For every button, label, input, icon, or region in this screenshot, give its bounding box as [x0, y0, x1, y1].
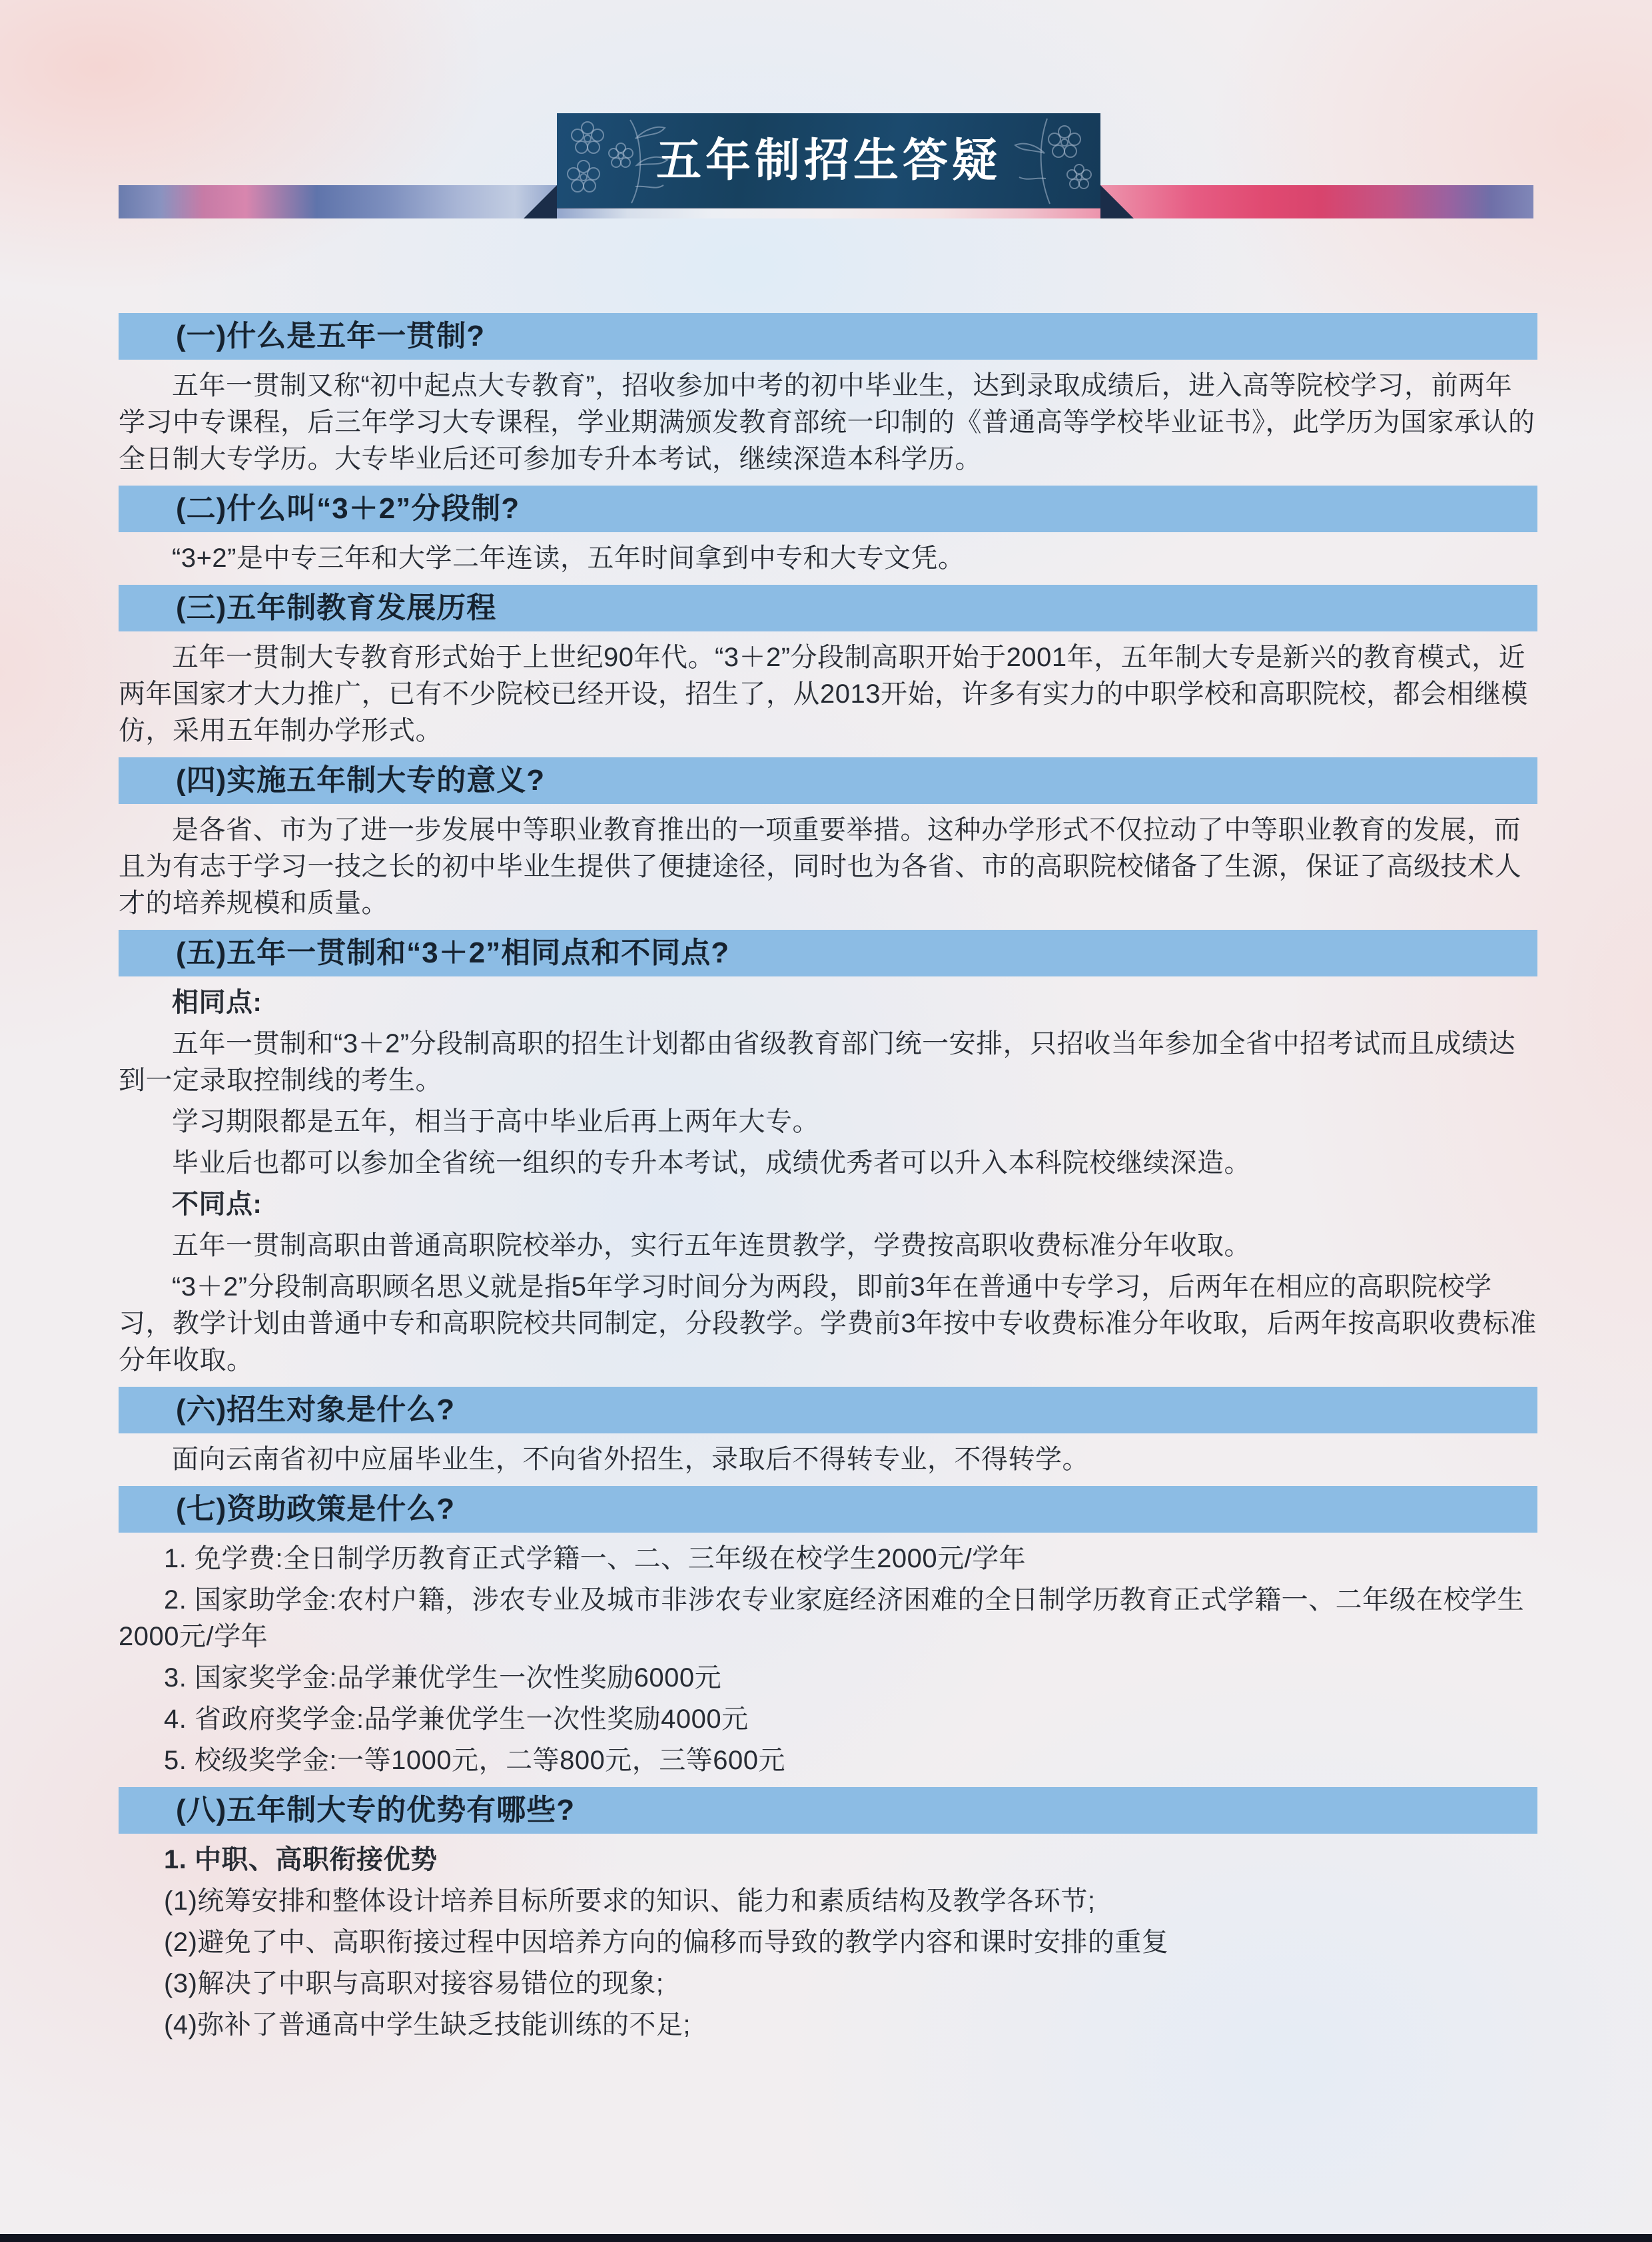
paragraph: 4. 省政府奖学金:品学兼优学生一次性奖励4000元 — [164, 1704, 749, 1734]
paragraph: (3)解决了中职与高职对接容易错位的现象; — [164, 1969, 664, 1998]
section-heading: (二)什么叫“3＋2”分段制? — [119, 486, 1537, 532]
paragraph: (4)弥补了普通高中学生缺乏技能训练的不足; — [164, 2010, 691, 2040]
paragraph: 1. 免学费:全日制学历教育正式学籍一、二、三年级在校学生2000元/学年 — [164, 1544, 1027, 1573]
paragraph: 2. 国家助学金:农村户籍，涉农专业及城市非涉农专业家庭经济困难的全日制学历教育正式学籍一、二年级在校学生2000元/学年 — [119, 1585, 1525, 1651]
page-bottom-strip — [0, 2234, 1652, 2242]
paragraph: (2)避免了中、高职衔接过程中因培养方向的偏移而导致的教学内容和课时安排的重复 — [164, 1928, 1169, 1957]
paragraph: 毕业后也都可以参加全省统一组织的专升本考试，成绩优秀者可以升入本科院校继续深造。 — [172, 1148, 1251, 1178]
section-heading: (四)实施五年制大专的意义? — [119, 757, 1537, 804]
sub-heading: 1. 中职、高职衔接优势 — [164, 1845, 438, 1874]
sections — [119, 313, 1537, 2048]
sub-heading: 相同点: — [172, 988, 262, 1017]
paragraph: 五年一贯制高职由普通高职院校举办，实行五年连贯教学，学费按高职收费标准分年收取。 — [172, 1231, 1251, 1260]
section-heading: (一)什么是五年一贯制? — [119, 313, 1537, 360]
paragraph: “3＋2”分段制高职顾名思义就是指5年学习时间分为两段，即前3年在普通中专学习，后两年在相应的高职院校学习，教学计划由普通中专和高职院校共同制定，分段教学。学费前3年按中专收费标准分年收取，后两年按高职收费标准分年收取。 — [119, 1272, 1537, 1375]
page-title: 五年制招生答疑 — [655, 135, 1001, 186]
section-heading: (七)资助政策是什么? — [119, 1486, 1537, 1533]
paragraph: 是各省、市为了进一步发展中等职业教育推出的一项重要举措。这种办学形式不仅拉动了中等职业教育的发展，而且为有志于学习一技之长的初中毕业生提供了便捷途径，同时也为各省、市的高职院校储备了生源，保证了高级技术人才的培养规模和质量。 — [119, 815, 1521, 918]
paragraph: 5. 校级奖学金:一等1000元，二等800元，三等600元 — [164, 1746, 786, 1775]
sub-heading: 不同点: — [172, 1190, 262, 1219]
banner — [557, 113, 1100, 208]
paragraph: (1)统筹安排和整体设计培养目标所要求的知识、能力和素质结构及教学各环节; — [164, 1886, 1096, 1916]
paragraph: 五年一贯制和“3＋2”分段制高职的招生计划都由省级教育部门统一安排，只招收当年参加全省中招考试而且成绩达到一定录取控制线的考生。 — [119, 1029, 1516, 1095]
section-heading: (六)招生对象是什么? — [119, 1387, 1537, 1433]
paragraph: “3+2”是中专三年和大学二年连读，五年时间拿到中专和大专文凭。 — [172, 544, 965, 573]
section-heading: (三)五年制教育发展历程 — [119, 585, 1537, 631]
paragraph: 面向云南省初中应届毕业生，不向省外招生，录取后不得转专业，不得转学。 — [172, 1445, 1089, 1474]
section-heading: (五)五年一贯制和“3＋2”相同点和不同点? — [119, 930, 1537, 976]
section-heading: (八)五年制大专的优势有哪些? — [119, 1787, 1537, 1834]
paragraph: 3. 国家奖学金:品学兼优学生一次性奖励6000元 — [164, 1663, 722, 1692]
paragraph: 学习期限都是五年，相当于高中毕业后再上两年大专。 — [172, 1107, 819, 1136]
paragraph: 五年一贯制大专教育形式始于上世纪90年代。“3＋2”分段制高职开始于2001年，五年制大专是新兴的教育模式，近两年国家才大力推广，已有不少院校已经开设，招生了，从2013开始，许多有实力的中职学校和高职院校，都会相继模仿，采用五年制办学形式。 — [119, 643, 1528, 745]
paragraph: 五年一贯制又称“初中起点大专教育”，招收参加中考的初中毕业生，达到录取成绩后，进入高等院校学习，前两年学习中专课程，后三年学习大专课程，学业期满颁发教育部统一印制的《普通高等学校毕业证书》，此学历为国家承认的全日制大专学历。大专毕业后还可参加专升本考试，继续深造本科学历。 — [119, 371, 1535, 474]
